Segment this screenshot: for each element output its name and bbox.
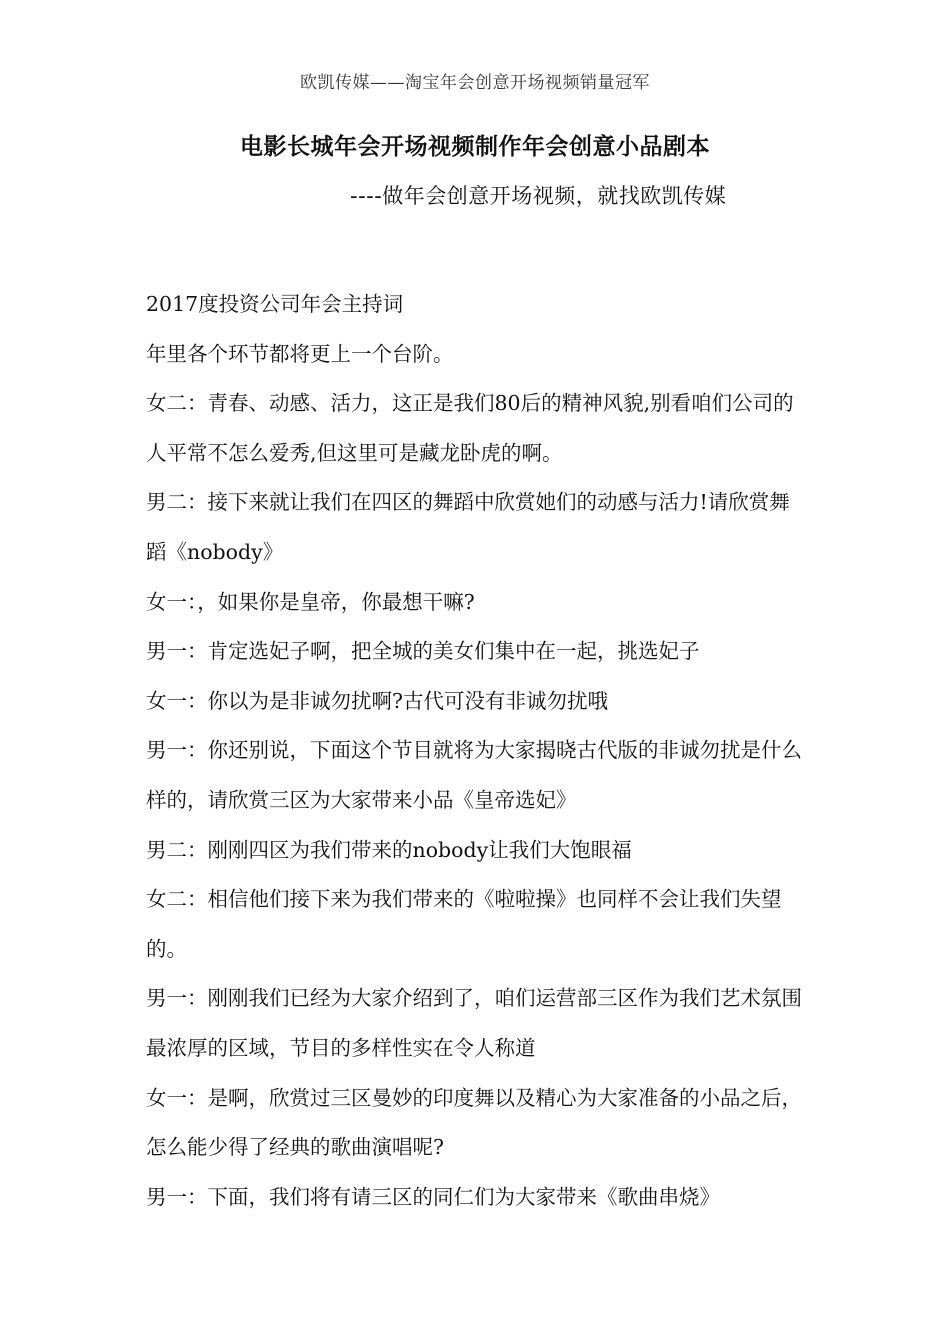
paragraph: 女一：是啊，欣赏过三区曼妙的印度舞以及精心为大家准备的小品之后，怎么能少得了经典的歌曲演唱呢?	[146, 1085, 802, 1160]
paragraph: 男一：你还别说，下面这个节目就将为大家揭晓古代版的非诚勿扰是什么样的，请欣赏三区为大家带来小品《皇帝选妃》	[146, 738, 802, 812]
paragraph: 男二：接下来就让我们在四区的舞蹈中欣赏她们的动感与活力!请欣赏舞蹈《nobody》	[146, 490, 790, 564]
paragraph: 女二：相信他们接下来为我们带来的《啦啦操》也同样不会让我们失望的。	[146, 887, 782, 961]
paragraph: 男二：刚刚四区为我们带来的nobody让我们大饱眼福	[146, 837, 632, 862]
document-subtitle: ----做年会创意开场视频，就找欧凯传媒	[350, 184, 727, 208]
paragraph: 男一：下面，我们将有请三区的同仁们为大家带来《歌曲串烧》	[146, 1184, 720, 1209]
paragraph: 2017度投资公司年会主持词	[146, 292, 404, 316]
paragraph: 年里各个环节都将更上一个台阶。	[146, 341, 454, 366]
document-body	[146, 280, 806, 1222]
paragraph: 男一：刚刚我们已经为大家介绍到了，咱们运营部三区作为我们艺术氛围最浓厚的区域，节目的多样性实在令人称道	[146, 986, 802, 1060]
paragraph: 女一：，如果你是皇帝，你最想干嘛?	[146, 589, 475, 614]
paragraph: 男一：肯定选妃子啊，把全城的美女们集中在一起，挑选妃子	[146, 639, 700, 664]
document-title: 电影长城年会开场视频制作年会创意小品剧本	[240, 134, 710, 160]
paragraph: 女二：青春、动感、活力，这正是我们80后的精神风貌,别看咱们公司的人平常不怎么爱秀,但这里可是藏龙卧虎的啊。	[146, 391, 794, 465]
paragraph: 女一：你以为是非诚勿扰啊?古代可没有非诚勿扰哦	[146, 688, 608, 713]
page-header: 欧凯传媒——淘宝年会创意开场视频销量冠军	[300, 73, 650, 93]
